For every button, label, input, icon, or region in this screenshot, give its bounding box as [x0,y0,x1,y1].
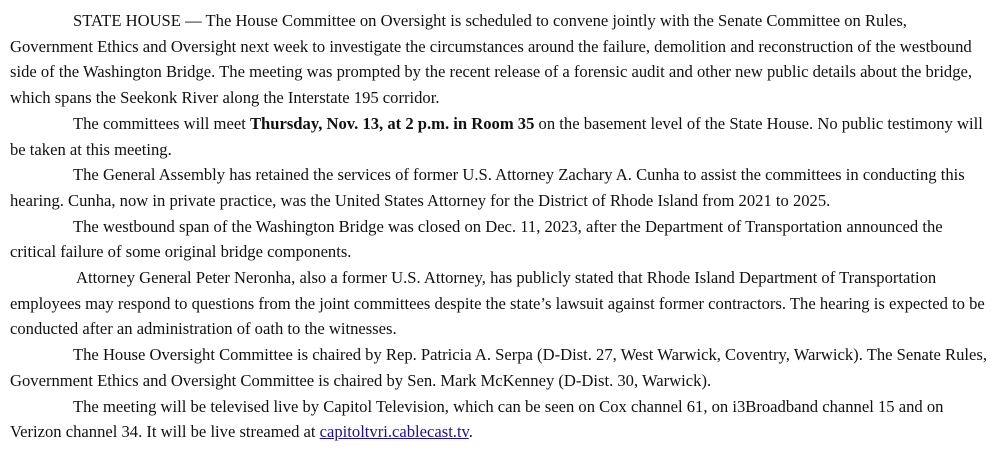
meeting-time-lead: The committees will meet [73,113,250,133]
meeting-time-bold: Thursday, Nov. 13, at 2 p.m. in Room 35 [249,113,535,133]
paragraph-chairs: The House Oversight Committee is chaired by Rep. Patricia A. Serpa (D-Dist. 27, West Warwick, Coventry, Warwick). The Senate Rules, Government Ethics and Oversight Committee is chaired by Sen. Mark McKenney (D-Dist. 30, Warwick). [10,345,987,390]
broadcast-lead: The meeting will be televised live by Capitol Television, which can be seen on Cox channel 61, on i3Broadband channel 15 and on Verizon channel 34. It will be live streamed at [10,396,944,442]
paragraph-meeting-time [10,111,988,162]
paragraph-counsel: The General Assembly has retained the services of former U.S. Attorney Zachary A. Cunha to assist the committees in conducting this hearing. Cunha, now in private practice, was the United States Attorney for the District of Rhode Island from 2021 to 2025. [10,165,965,210]
paragraph-broadcast [10,394,988,445]
paragraph-attorney-general: Attorney General Peter Neronha, also a former U.S. Attorney, has publicly stated that Rhode Island Department of Transportation employees may respond to questions from the joint committees despite the state’s lawsuit against former contractors. The hearing is expected to be conducted after an administration of oath to the witnesses. [10,268,985,339]
paragraph-intro: STATE HOUSE — The House Committee on Oversight is scheduled to convene jointly with the Senate Committee on Rules, Government Ethics and Oversight next week to investigate the circumstances around the failure, demolition and reconstruction of the westbound side of the Washington Bridge. The meeting was prompted by the recent release of a forensic audit and other new public details about the bridge, which spans the Seekonk River along the Interstate 195 corridor. [10,11,973,108]
paragraph-bridge-closure: The westbound span of the Washington Bridge was closed on Dec. 11, 2023, after the Department of Transportation announced the critical failure of some original bridge components. [10,216,943,262]
broadcast-tail: . [468,422,473,442]
stream-link[interactable]: capitoltvri.cablecast.tv [319,422,469,442]
meeting-time-tail: on the basement level of the State House. No public testimony will be taken at this meeting. [10,113,983,159]
